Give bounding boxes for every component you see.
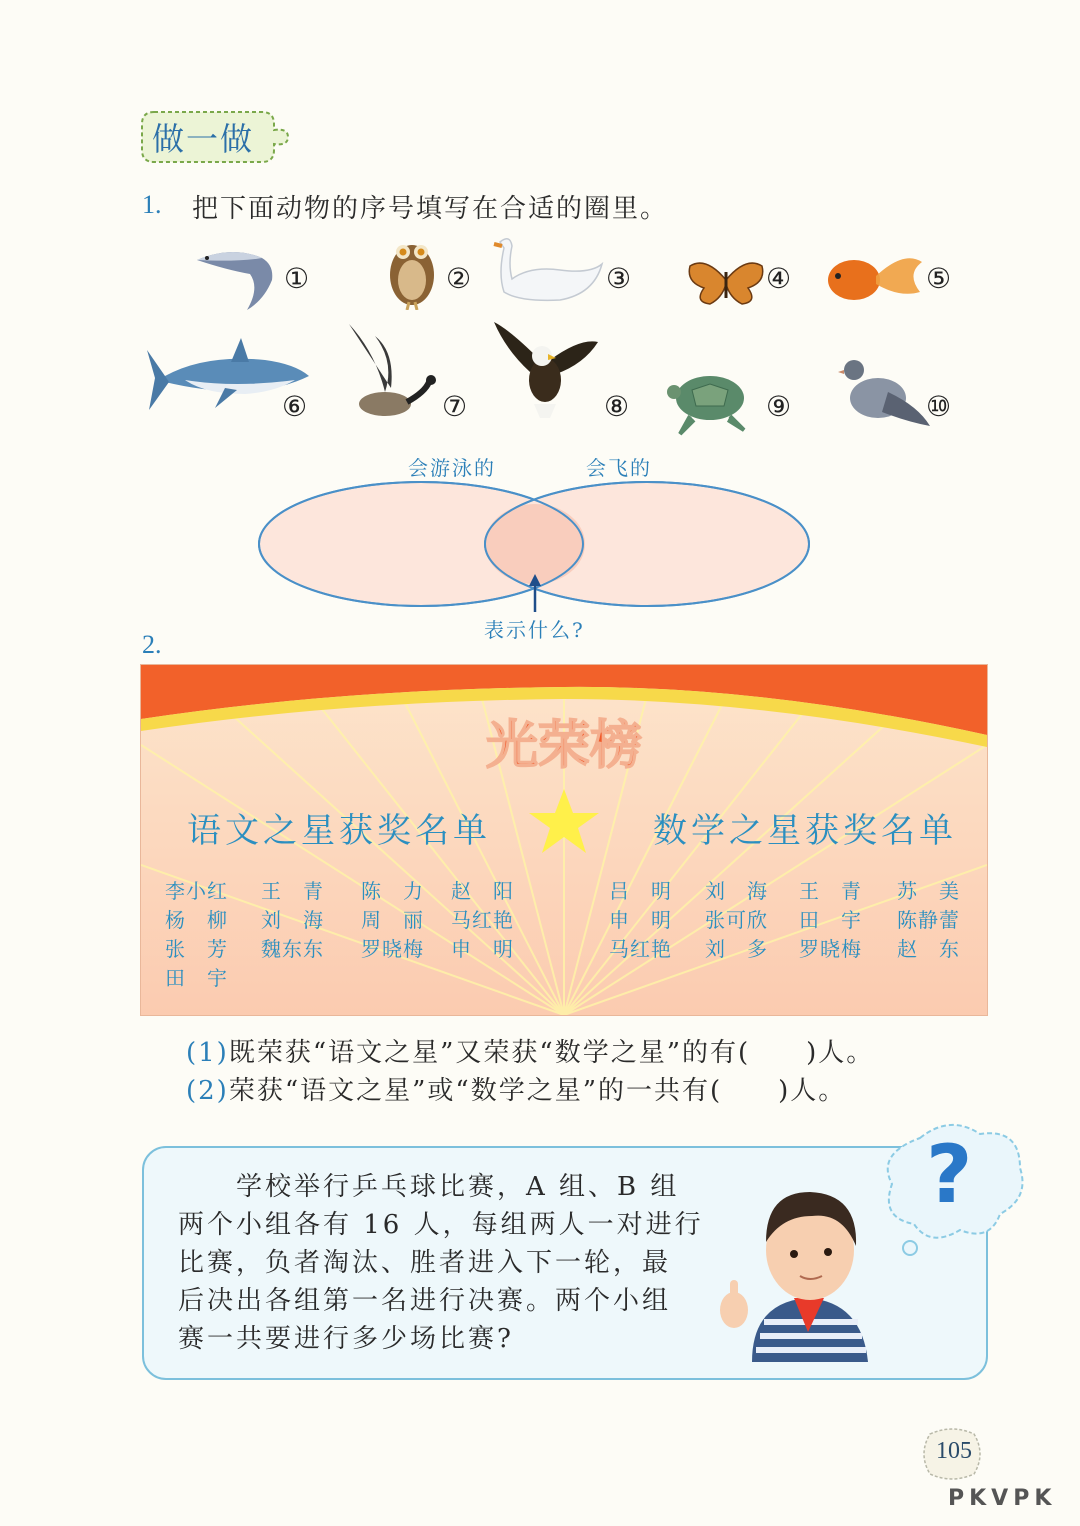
chinese-name: 刘 海	[261, 908, 324, 932]
chinese-name: 申 明	[451, 937, 514, 961]
animal-number: ④	[766, 262, 792, 295]
problem-line: 两个小组各有 16 人，每组两人一对进行	[178, 1210, 704, 1240]
math-name: 吕 明	[609, 879, 672, 903]
question-2-number: 2.	[142, 630, 162, 659]
math-star-heading: 数学之星获奖名单	[653, 811, 957, 851]
question-mark-icon: ?	[926, 1128, 973, 1221]
goose-icon	[345, 322, 440, 422]
animal-number: ①	[284, 262, 310, 295]
animal-number: ⑧	[604, 390, 630, 423]
boy-illustration	[712, 1172, 902, 1362]
problem-line: 后决出各组第一名进行决赛。两个小组	[178, 1286, 672, 1316]
sub-question-1	[186, 1032, 874, 1069]
sub-question-2-number: (2)	[186, 1076, 229, 1106]
chinese-name: 赵 阳	[451, 879, 514, 903]
sub-question-2-text: 荣获“语文之星”或“数学之星”的一共有( )人。	[228, 1076, 847, 1106]
chinese-name: 魏东东	[261, 937, 324, 961]
swan-icon	[490, 234, 605, 304]
math-name: 罗晓梅	[799, 937, 862, 961]
math-name: 马红艳	[609, 937, 672, 961]
goldfish-icon	[824, 246, 924, 310]
math-name: 陈静蕾	[897, 908, 960, 932]
chinese-name: 田 宇	[165, 966, 228, 990]
pigeon-icon	[838, 356, 933, 434]
sub-question-2	[186, 1070, 846, 1107]
chinese-name: 王 青	[261, 879, 324, 903]
chinese-name: 马红艳	[451, 908, 514, 932]
chinese-name: 李小红	[165, 879, 228, 903]
question-1-text: 把下面动物的序号填写在合适的圈里。	[192, 194, 669, 224]
chinese-name: 罗晓梅	[361, 937, 424, 961]
butterfly-icon	[686, 258, 766, 306]
eagle-icon	[490, 320, 600, 420]
owl-icon	[385, 230, 440, 310]
venn-diagram	[255, 478, 815, 613]
chinese-star-heading: 语文之星获奖名单	[187, 811, 491, 851]
venn-arrow-label: 表示什么?	[484, 618, 585, 642]
honor-board-title: 光荣榜	[485, 716, 643, 776]
problem-line: 比赛，负者淘汰、胜者进入下一轮，最	[178, 1248, 672, 1278]
math-name: 张可欣	[705, 908, 768, 932]
animal-number: ⑩	[926, 390, 952, 423]
venn-left-label: 会游泳的	[408, 456, 496, 480]
chinese-name: 周 丽	[361, 908, 424, 932]
problem-line: 赛一共要进行多少场比赛?	[178, 1324, 514, 1354]
sub-question-1-number: (1)	[186, 1038, 229, 1068]
watermark: PKVPK	[948, 1486, 1057, 1511]
math-name: 王 青	[799, 879, 862, 903]
chinese-name: 杨 柳	[165, 908, 228, 932]
venn-right-label: 会飞的	[586, 456, 652, 480]
math-name: 申 明	[609, 908, 672, 932]
page-number: 105	[936, 1438, 972, 1464]
math-name: 赵 东	[897, 937, 960, 961]
animal-number: ⑥	[282, 390, 308, 423]
turtle-icon	[660, 364, 760, 439]
animal-number: ③	[606, 262, 632, 295]
problem-line: 学校举行乒乓球比赛，A 组、B 组	[178, 1172, 680, 1202]
animal-number: ②	[446, 262, 472, 295]
math-name: 苏 美	[897, 879, 960, 903]
question-1-number: 1.	[142, 190, 162, 219]
chinese-name: 张 芳	[165, 937, 228, 961]
math-name: 刘 海	[705, 879, 768, 903]
section-title: 做一做	[152, 120, 255, 158]
sub-question-1-text: 既荣获“语文之星”又荣获“数学之星”的有( )人。	[228, 1038, 875, 1068]
animal-number: ⑤	[926, 262, 952, 295]
animal-number: ⑨	[766, 390, 792, 423]
chinese-name: 陈 力	[361, 879, 424, 903]
fish-icon	[192, 240, 282, 315]
math-name: 田 宇	[799, 908, 862, 932]
honor-board	[140, 664, 988, 1016]
animal-number: ⑦	[442, 390, 468, 423]
math-name: 刘 多	[705, 937, 768, 961]
